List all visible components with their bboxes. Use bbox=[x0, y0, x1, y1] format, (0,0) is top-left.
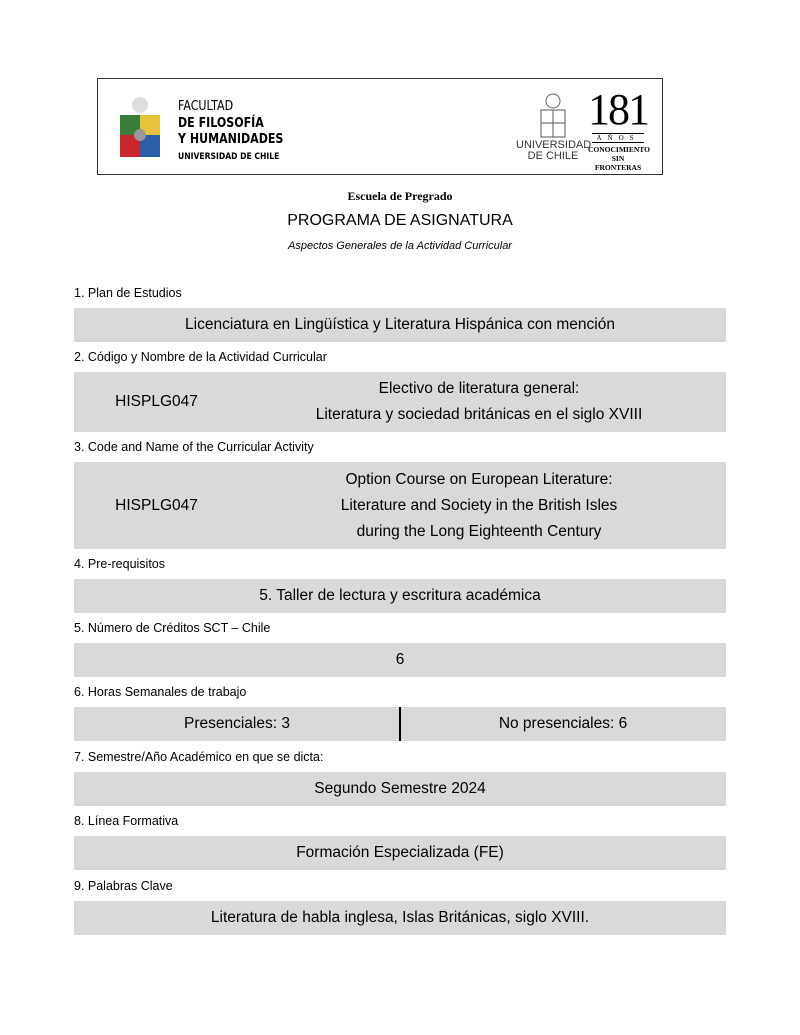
section-label: 1. Plan de Estudios bbox=[74, 286, 182, 300]
faculty-line: DE FILOSOFÍA bbox=[178, 115, 264, 131]
header-banner bbox=[97, 78, 663, 175]
section-label: 2. Código y Nombre de la Actividad Curricular bbox=[74, 350, 327, 364]
faculty-shield-logo bbox=[118, 97, 162, 163]
keywords-box bbox=[74, 901, 726, 935]
faculty-line: FACULTAD bbox=[178, 99, 234, 114]
code-name-box bbox=[74, 372, 726, 432]
anniversary-number: 181 bbox=[588, 85, 648, 134]
formative-line-box bbox=[74, 836, 726, 870]
course-code: HISPLG047 bbox=[115, 393, 198, 410]
course-name-line: Literature and Society in the British Isles bbox=[340, 496, 618, 514]
section-label: 9. Palabras Clave bbox=[74, 879, 173, 893]
section-label: 5. Número de Créditos SCT – Chile bbox=[74, 621, 271, 635]
plan-box bbox=[74, 308, 726, 342]
faculty-name bbox=[178, 99, 283, 165]
faculty-university: UNIVERSIDAD DE CHILE bbox=[178, 151, 280, 162]
credits-box bbox=[74, 643, 726, 677]
hours-presencial: Presenciales: 3 bbox=[184, 715, 290, 732]
semester-value: Segundo Semestre 2024 bbox=[314, 780, 486, 797]
anniversary-line: SIN FRONTERAS bbox=[594, 154, 642, 172]
course-name-line: Option Course on European Literature: bbox=[345, 470, 613, 488]
plan-value: Licenciatura en Lingüística y Literatura Hispánica con mención bbox=[185, 316, 615, 333]
uchile-line: UNIVERSIDAD bbox=[516, 139, 592, 151]
anniversary-logo bbox=[588, 87, 648, 172]
prereq-box bbox=[74, 579, 726, 613]
course-name bbox=[314, 372, 644, 432]
section-label: 4. Pre-requisitos bbox=[74, 557, 166, 571]
uchile-crest-logo bbox=[538, 93, 568, 139]
section-label: 7. Semestre/Año Académico en que se dicta: bbox=[74, 750, 324, 764]
section-label: 3. Code and Name of the Curricular Activity bbox=[74, 440, 314, 454]
section-label: 8. Línea Formativa bbox=[74, 814, 179, 828]
school-name: Escuela de Pregrado bbox=[347, 189, 453, 203]
page-subtitle: Aspectos Generales de la Actividad Curricular bbox=[288, 240, 512, 252]
hours-box bbox=[74, 707, 726, 741]
code-name-en-box bbox=[74, 462, 726, 549]
semester-box bbox=[74, 772, 726, 806]
anniversary-line: CONOCIMIENTO bbox=[588, 145, 650, 154]
course-name-line: during the Long Eighteenth Century bbox=[356, 522, 602, 540]
faculty-line: Y HUMANIDADES bbox=[178, 132, 284, 147]
anniversary-years: AÑOS bbox=[592, 133, 644, 143]
formative-line-value: Formación Especializada (FE) bbox=[296, 844, 504, 861]
hours-no-presencial: No presenciales: 6 bbox=[498, 715, 628, 732]
credits-value: 6 bbox=[395, 651, 405, 668]
prereq-value: 5. Taller de lectura y escritura académica bbox=[259, 587, 541, 604]
uchile-name bbox=[516, 140, 590, 162]
page-title: PROGRAMA DE ASIGNATURA bbox=[287, 212, 513, 229]
course-name-en bbox=[314, 462, 644, 549]
course-name-line: Literatura y sociedad británicas en el siglo XVIII bbox=[315, 406, 643, 423]
uchile-line: DE CHILE bbox=[527, 150, 579, 162]
section-label: 6. Horas Semanales de trabajo bbox=[74, 685, 247, 699]
course-name-line: Electivo de literatura general: bbox=[378, 380, 580, 397]
course-code: HISPLG047 bbox=[115, 496, 198, 514]
keywords-value: Literatura de habla inglesa, Islas Británicas, siglo XVIII. bbox=[210, 909, 590, 926]
